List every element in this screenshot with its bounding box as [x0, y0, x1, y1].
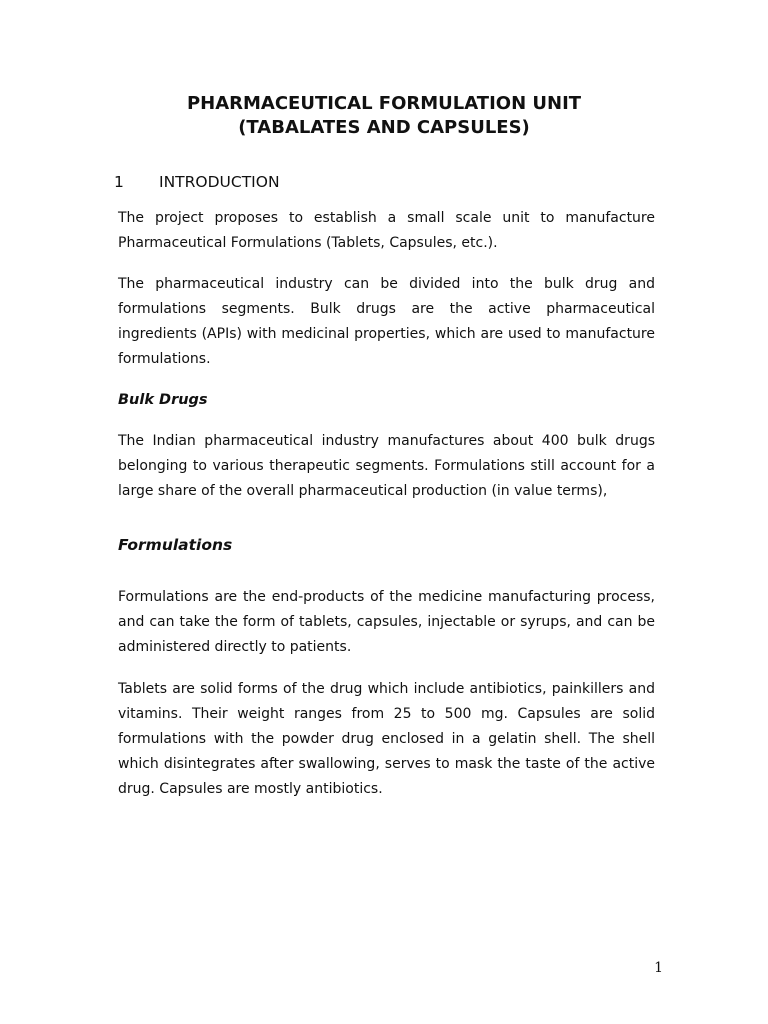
section-title: INTRODUCTION: [159, 173, 280, 191]
page-number: 1: [654, 960, 663, 976]
formulations-paragraph-1: Formulations are the end-products of the medicine manufacturing process, and can take the form of tablets, capsules, injectable or syrups, and can be administered directly to patients.: [118, 589, 655, 655]
intro-paragraph-2: The pharmaceutical industry can be divided into the bulk drug and formulations segments. Bulk drugs are the active pharmaceutical ingredients (APIs) with medicinal properties, which are used to manufacture formulations.: [118, 276, 655, 367]
formulations-heading: Formulations: [118, 536, 233, 554]
section-number: 1: [114, 173, 124, 191]
document-title: [0, 92, 768, 140]
formulations-paragraph-2: Tablets are solid forms of the drug which include antibiotics, painkillers and vitamins. Their weight ranges from 25 to 500 mg. Capsules are solid formulations with the powder drug enclosed in a gelatin shell. The shell which disintegrates after swallowing, serves to mask the taste of the active drug. Capsules are mostly antibiotics.: [118, 681, 655, 797]
bulk-drugs-heading: Bulk Drugs: [118, 392, 208, 408]
intro-paragraph-1: The project proposes to establish a small scale unit to manufacture Pharmaceutical Formulations (Tablets, Capsules, etc.).: [118, 210, 655, 251]
title-line-2: (TABALATES AND CAPSULES): [238, 117, 530, 138]
title-line-1: PHARMACEUTICAL FORMULATION UNIT: [186, 93, 582, 114]
section-heading: [114, 172, 280, 192]
bulk-drugs-paragraph: The Indian pharmaceutical industry manufactures about 400 bulk drugs belonging to various therapeutic segments. Formulations still account for a large share of the overall pharmaceutical production (in value terms),: [118, 433, 655, 499]
